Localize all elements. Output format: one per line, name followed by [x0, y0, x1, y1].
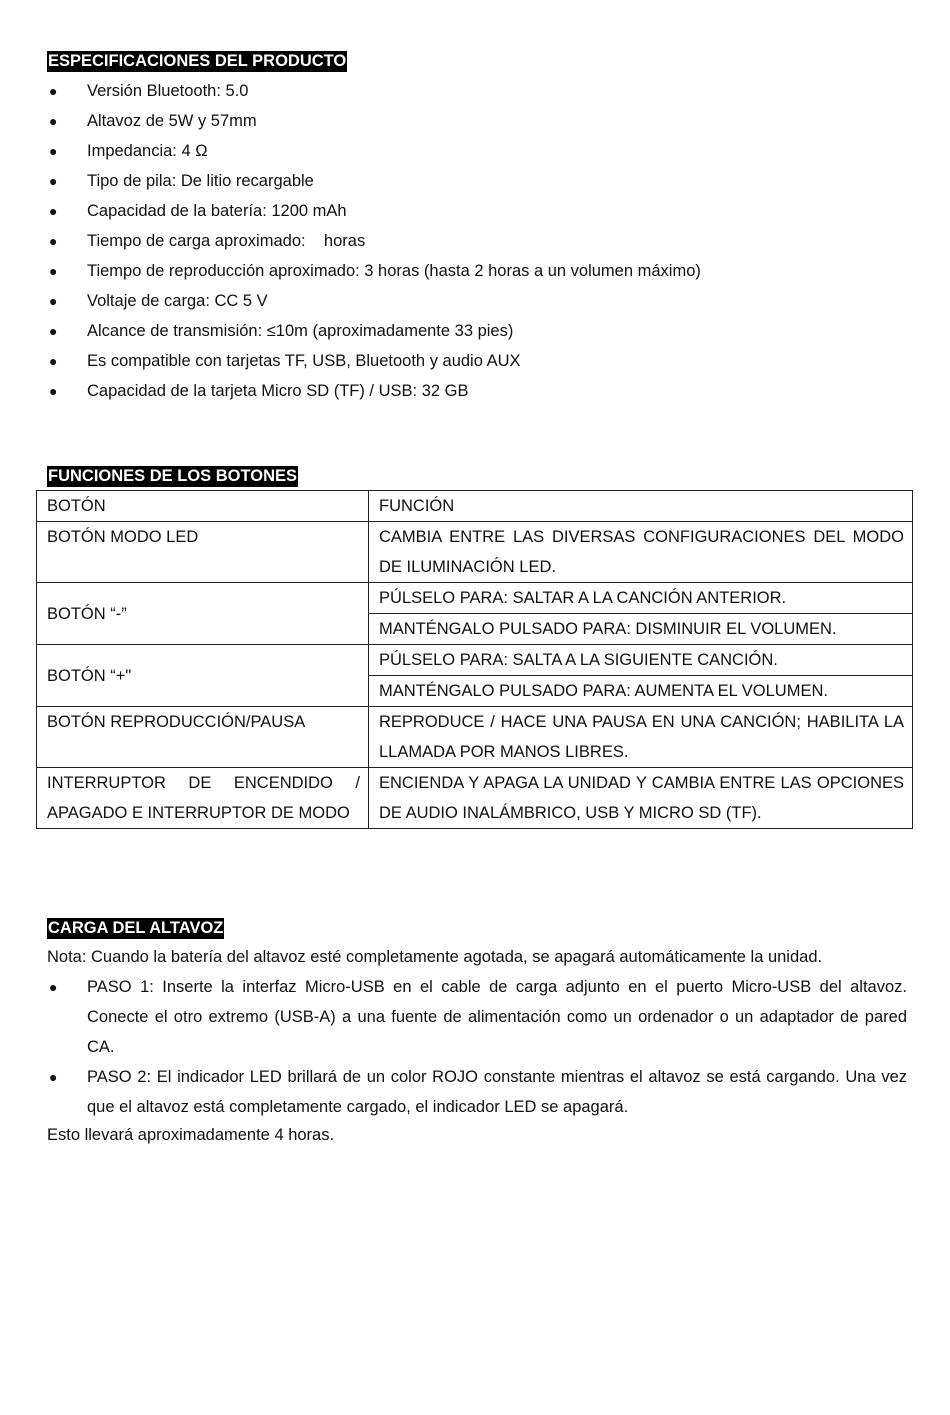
bullet-icon: ●	[49, 979, 58, 995]
bullet-icon: ●	[49, 113, 58, 129]
spec-item: ● Tiempo de reproducción aproximado: 3 horas (hasta 2 horas a un volumen máximo)	[47, 256, 907, 286]
spec-item: ● Versión Bluetooth: 5.0	[47, 76, 907, 106]
charging-note: Nota: Cuando la batería del altavoz esté completamente agotada, se apagará automáticamente la unidad.	[47, 948, 823, 966]
buttons-title: FUNCIONES DE LOS BOTONES	[48, 467, 298, 485]
button-name: BOTÓN REPRODUCCIÓN/PAUSA	[37, 707, 369, 768]
header-function: FUNCIÓN	[369, 491, 913, 522]
bullet-icon: ●	[49, 323, 58, 339]
table-header-row	[37, 491, 913, 522]
bullet-icon: ●	[49, 233, 58, 249]
bullet-icon: ●	[49, 353, 58, 369]
button-functions-table	[36, 490, 913, 829]
table-row	[37, 583, 913, 614]
charging-step: ● PASO 1: Inserte la interfaz Micro-USB en el cable de carga adjunto en el puerto Micro-USB del altavoz. Conecte el otro extremo (USB-A) a una fuente de alimentación como un ordenador o un adaptador de pared CA.	[47, 972, 907, 1062]
spec-item: ● Es compatible con tarjetas TF, USB, Bluetooth y audio AUX	[47, 346, 907, 376]
charging-footer: Esto llevará aproximadamente 4 horas.	[47, 1126, 335, 1144]
spec-item: ● Altavoz de 5W y 57mm	[47, 106, 907, 136]
button-name: INTERRUPTOR DE ENCENDIDO / APAGADO E INTERRUPTOR DE MODO	[37, 768, 369, 829]
button-function: MANTÉNGALO PULSADO PARA: DISMINUIR EL VOLUMEN.	[369, 614, 913, 645]
header-button: BOTÓN	[37, 491, 369, 522]
charging-title: CARGA DEL ALTAVOZ	[48, 919, 224, 937]
button-function: ENCIENDA Y APAGA LA UNIDAD Y CAMBIA ENTRE LAS OPCIONES DE AUDIO INALÁMBRICO, USB Y MICRO SD (TF).	[369, 768, 913, 829]
spec-item: ● Alcance de transmisión: ≤10m (aproximadamente 33 pies)	[47, 316, 907, 346]
table-row	[37, 522, 913, 583]
bullet-icon: ●	[49, 263, 58, 279]
charging-steps	[47, 972, 907, 1122]
bullet-icon: ●	[49, 293, 58, 309]
table-row	[37, 707, 913, 768]
table-row	[37, 645, 913, 676]
bullet-icon: ●	[49, 203, 58, 219]
spec-item: ● Capacidad de la batería: 1200 mAh	[47, 196, 907, 226]
bullet-icon: ●	[49, 1069, 58, 1085]
button-function: PÚLSELO PARA: SALTA A LA SIGUIENTE CANCIÓN.	[369, 645, 913, 676]
button-name: BOTÓN “-”	[37, 583, 369, 645]
spec-list	[47, 76, 907, 406]
bullet-icon: ●	[49, 383, 58, 399]
table-row	[37, 768, 913, 829]
bullet-icon: ●	[49, 143, 58, 159]
button-function: CAMBIA ENTRE LAS DIVERSAS CONFIGURACIONES DEL MODO DE ILUMINACIÓN LED.	[369, 522, 913, 583]
spec-item: ● Voltaje de carga: CC 5 V	[47, 286, 907, 316]
bullet-icon: ●	[49, 83, 58, 99]
button-function: REPRODUCE / HACE UNA PAUSA EN UNA CANCIÓN; HABILITA LA LLAMADA POR MANOS LIBRES.	[369, 707, 913, 768]
button-function: MANTÉNGALO PULSADO PARA: AUMENTA EL VOLUMEN.	[369, 676, 913, 707]
bullet-icon: ●	[49, 173, 58, 189]
button-name: BOTÓN MODO LED	[37, 522, 369, 583]
specs-title: ESPECIFICACIONES DEL PRODUCTO	[48, 52, 347, 70]
button-name: BOTÓN “+"	[37, 645, 369, 707]
spec-item: ● Capacidad de la tarjeta Micro SD (TF) / USB: 32 GB	[47, 376, 907, 406]
button-function: PÚLSELO PARA: SALTAR A LA CANCIÓN ANTERIOR.	[369, 583, 913, 614]
spec-item: ● Tipo de pila: De litio recargable	[47, 166, 907, 196]
spec-item: ● Tiempo de carga aproximado: horas	[47, 226, 907, 256]
charging-step: ● PASO 2: El indicador LED brillará de un color ROJO constante mientras el altavoz se está cargando. Una vez que el altavoz está completamente cargado, el indicador LED se apagará.	[47, 1062, 907, 1122]
spec-item: ● Impedancia: 4 Ω	[47, 136, 907, 166]
